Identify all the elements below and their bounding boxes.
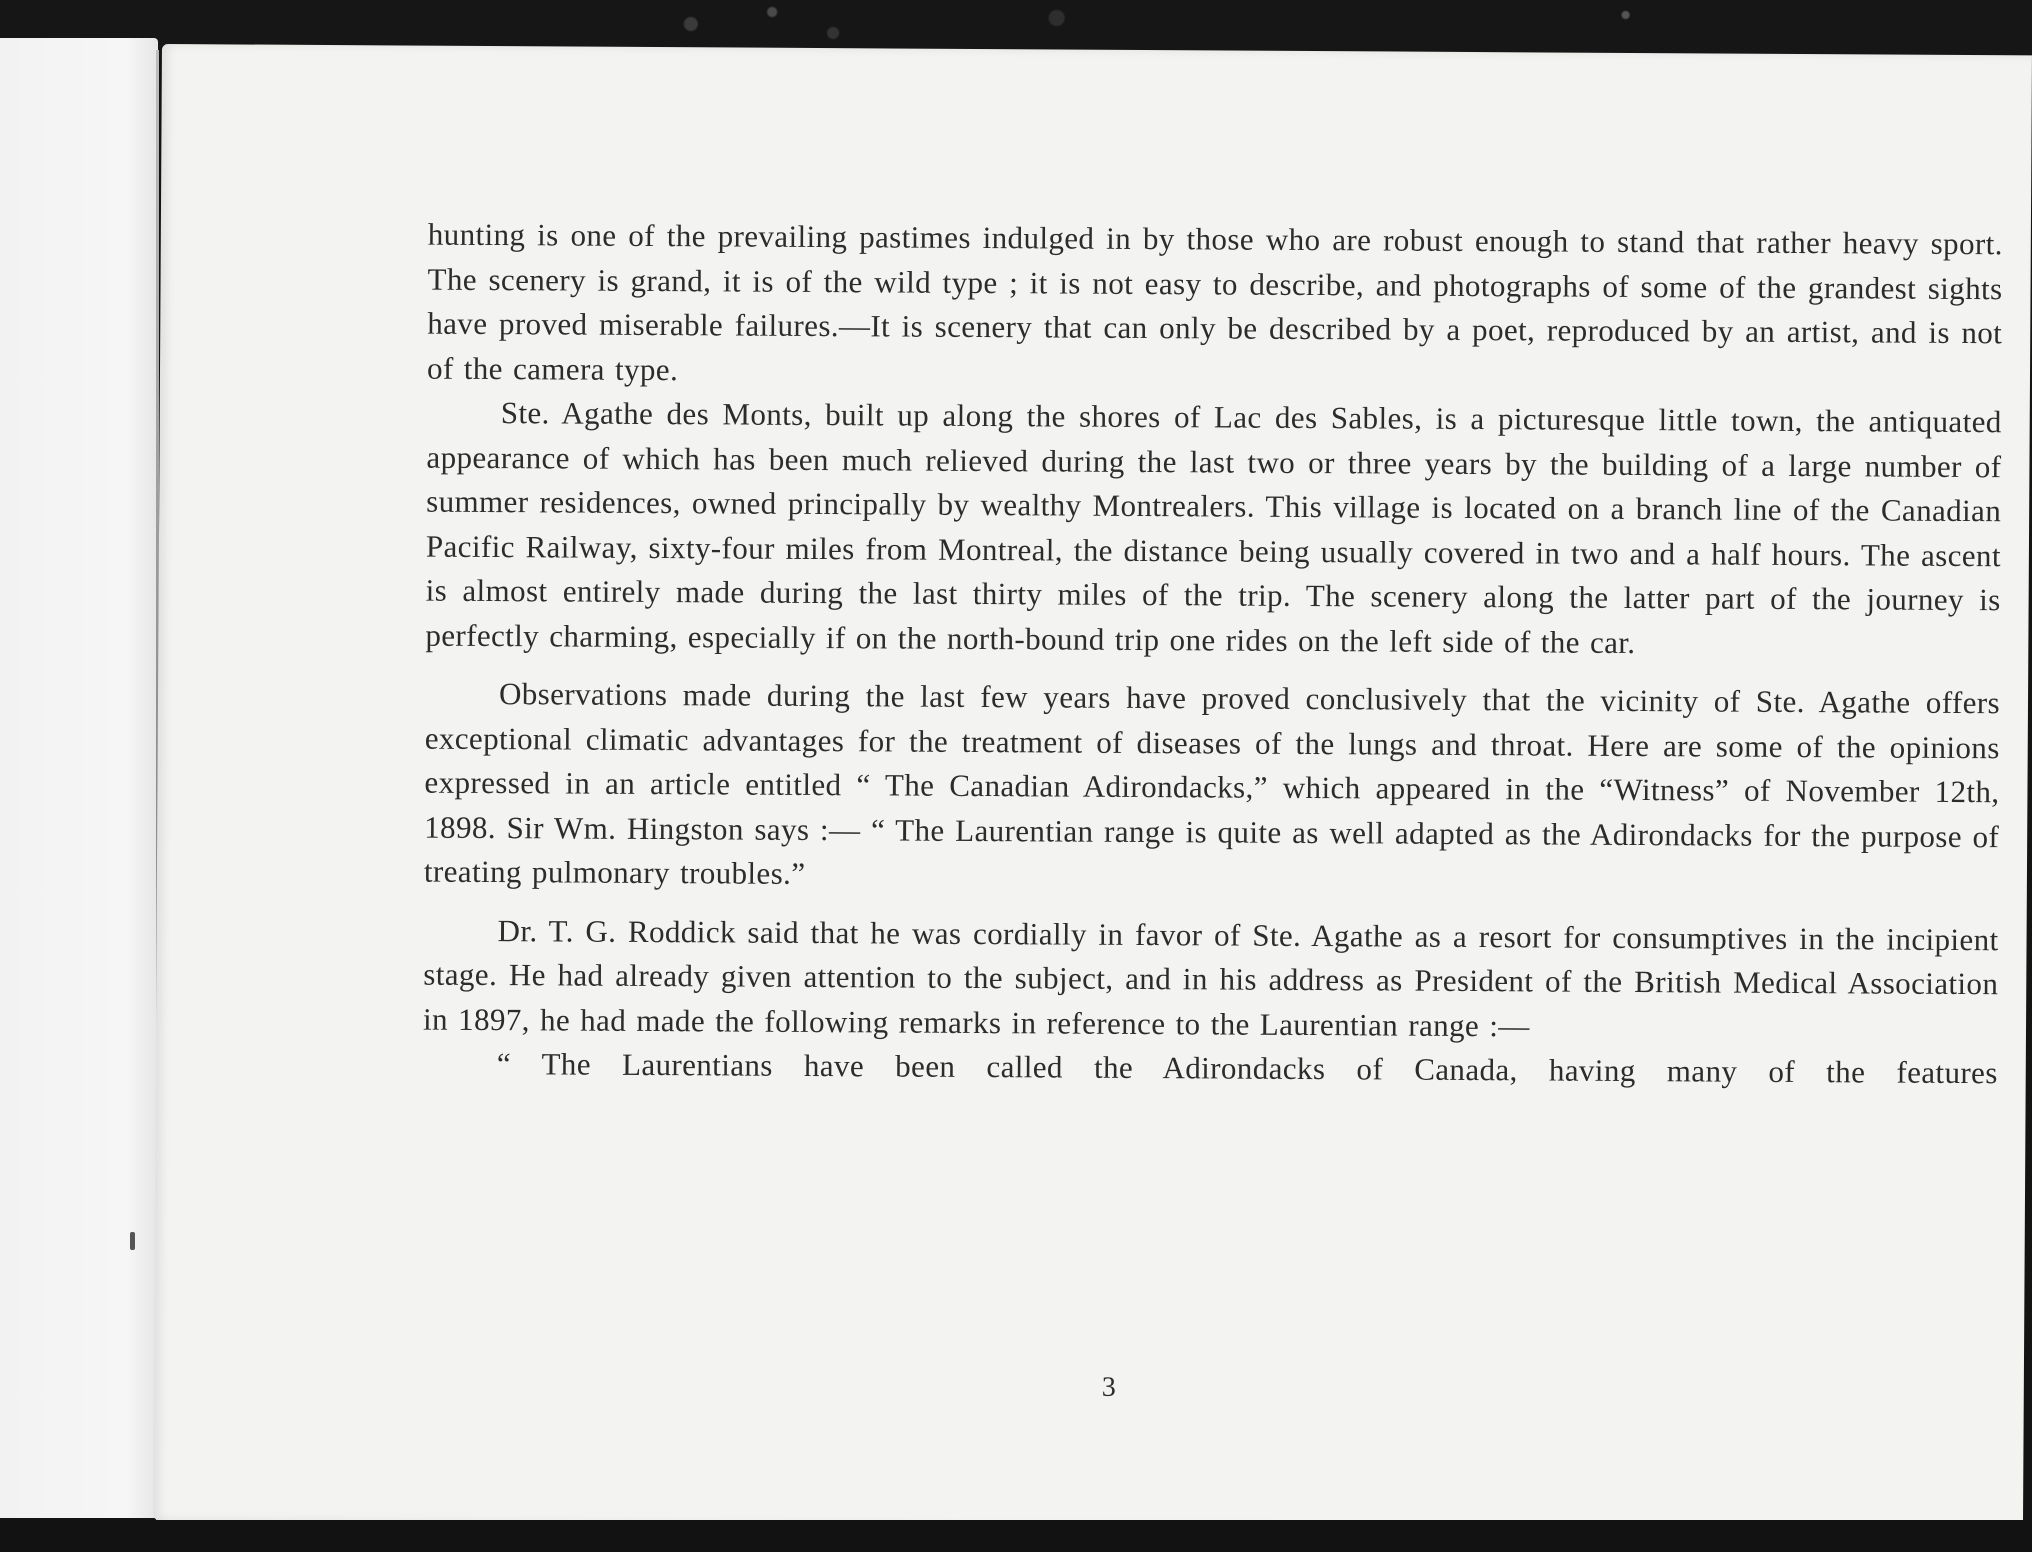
page-text-block <box>423 213 2003 1096</box>
left-page-edge <box>0 38 158 1518</box>
paragraph-dr-roddick: Dr. T. G. Roddick said that he was cordially in favor of Ste. Agathe as a resort for consumptives in the incipient stage. He had already given attention to the subject, and in his address as President of the British Medical Association in 1897, he had made the following remarks in reference to the Laurentian range :— <box>422 912 1999 1043</box>
binding-mark <box>130 1232 135 1250</box>
page-number: 3 <box>1101 1371 1116 1403</box>
scanner-bed-bottom <box>0 1520 2032 1552</box>
book-page <box>153 44 2032 1531</box>
paragraph-climatic-observations: Observations made during the last few years have proved conclusively that the vicinity of Ste. Agathe offers exceptional climatic advantages for the treatment of diseases of the lungs and throat. Here are some of the opinions expressed in an article entitled “ The Canadian Adirondacks,” which appeared in the “Witness” of November 12th, 1898. Sir Wm. Hingston says :— “ The Laurentian range is quite as well adapted as the Adirondacks for the purpose of treating pulmonary troubles.” <box>423 676 2001 891</box>
paragraph-laurentians-quote: “ The Laurentians have been called the Adirondacks of Canada, having many of the features <box>496 1046 1998 1091</box>
paragraph-hunting-scenery: hunting is one of the prevailing pastimes indulged in by those who are robust enough to stand that rather heavy sport. The scenery is grand, it is of the wild type ; it is not easy to describe, and photographs of some of the grandest sights have proved miserable failures.—It is scenery that can only be described by a poet, reproduced by an artist, and is not of the camera type. <box>426 216 2003 387</box>
paragraph-ste-agathe-town: Ste. Agathe des Monts, built up along the shores of Lac des Sables, is a picturesque little town, the antiquated appearance of which has been much relieved during the last two or three years by the building of a large number of summer residences, owned principally by wealthy Montrealers. This village is located on a branch line of the Canadian Pacific Railway, sixty-four miles from Montreal, the distance being usually covered in two and a half hours. The ascent is almost entirely made during the last thirty miles of the trip. The scenery along the latter part of the journey is perfectly charming, especially if on the north-bound trip one rides on the left side of the car. <box>425 395 2002 660</box>
